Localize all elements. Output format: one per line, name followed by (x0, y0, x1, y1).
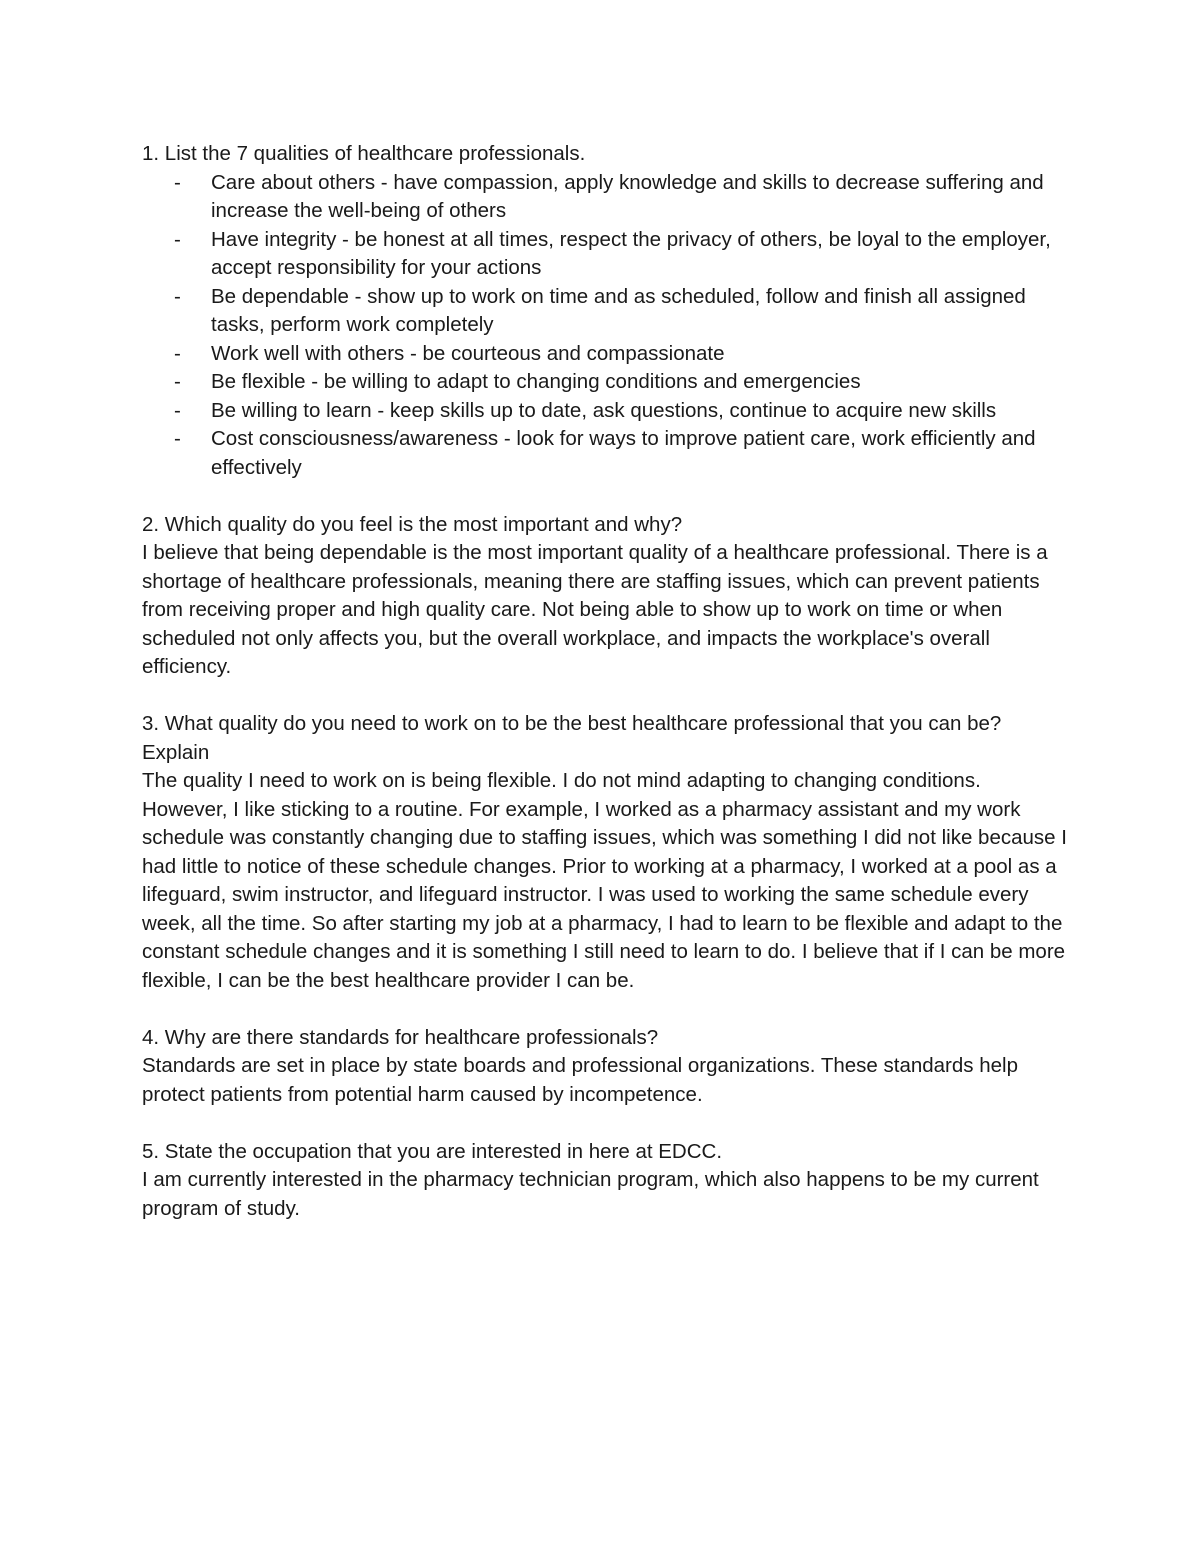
list-item (142, 397, 1067, 426)
answer-2: I believe that being dependable is the most important quality of a healthcare professional. There is a shortage of healthcare professionals, meaning there are staffing issues, which can prevent patients from receiving proper and high quality care. Not being able to show up to work on time or when scheduled not only affects you, but the overall workplace, and impacts the workplace's overall efficiency. (142, 541, 1048, 678)
list-item-text: Work well with others - be courteous and compassionate (211, 341, 725, 365)
list-item (142, 368, 1067, 397)
qualities-list (142, 169, 1067, 483)
list-item-text: Care about others - have compassion, apply knowledge and skills to decrease suffering and increase the well-being of others (211, 170, 1044, 222)
list-item-text: Be dependable - show up to work on time and as scheduled, follow and finish all assigned tasks, perform work completely (211, 284, 1026, 336)
bullet-dash: - (174, 170, 181, 194)
list-item-text: Have integrity - be honest at all times, respect the privacy of others, be loyal to the employer, accept responsibility for your actions (211, 227, 1051, 279)
question-1: 1. List the 7 qualities of healthcare professionals. (142, 142, 586, 165)
bullet-dash: - (174, 227, 181, 251)
list-item-text: Be flexible - be willing to adapt to changing conditions and emergencies (211, 370, 861, 393)
section-3 (142, 710, 1067, 995)
document-body (142, 140, 1067, 1252)
bullet-dash: - (174, 427, 181, 450)
answer-5: I am currently interested in the pharmacy technician program, which also happens to be my current program of study. (142, 1168, 1039, 1220)
question-4: 4. Why are there standards for healthcare professionals? (142, 1025, 659, 1049)
bullet-dash: - (174, 398, 181, 422)
list-item (142, 340, 1067, 369)
question-5: 5. State the occupation that you are interested in here at EDCC. (142, 1139, 723, 1163)
list-item (142, 425, 1067, 482)
list-item-text: Cost consciousness/awareness - look for ways to improve patient care, work efficiently and effectively (211, 427, 1036, 479)
question-3: 3. What quality do you need to work on to be the best healthcare professional that you can be? Explain (142, 712, 1002, 764)
question-2: 2. Which quality do you feel is the most important and why? (142, 512, 683, 536)
bullet-dash: - (174, 341, 181, 365)
answer-4: Standards are set in place by state boards and professional organizations. These standards help protect patients from potential harm caused by incompetence. (142, 1054, 1018, 1106)
section-4 (142, 1024, 1067, 1110)
list-item-text: Be willing to learn - keep skills up to date, ask questions, continue to acquire new skills (211, 398, 997, 422)
bullet-dash: - (174, 284, 181, 308)
answer-3: The quality I need to work on is being flexible. I do not mind adapting to changing conditions. However, I like sticking to a routine. For example, I worked as a pharmacy assistant and my work schedule was constantly changing due to staffing issues, which was something I did not like because I had little to notice of these schedule changes. Prior to working at a pharmacy, I worked at a pool as a lifeguard, swim instructor, and lifeguard instructor. I was used to working the same schedule every week, all the time. So after starting my job at a pharmacy, I had to learn to be flexible and adapt to the constant schedule changes and it is something I still need to learn to do. I believe that if I can be more flexible, I can be the best healthcare provider I can be. (142, 769, 1067, 992)
section-2 (142, 511, 1067, 682)
bullet-dash: - (174, 370, 181, 393)
list-item (142, 169, 1067, 226)
section-1 (142, 140, 1067, 482)
list-item (142, 226, 1067, 283)
section-5 (142, 1138, 1067, 1224)
list-item (142, 283, 1067, 340)
